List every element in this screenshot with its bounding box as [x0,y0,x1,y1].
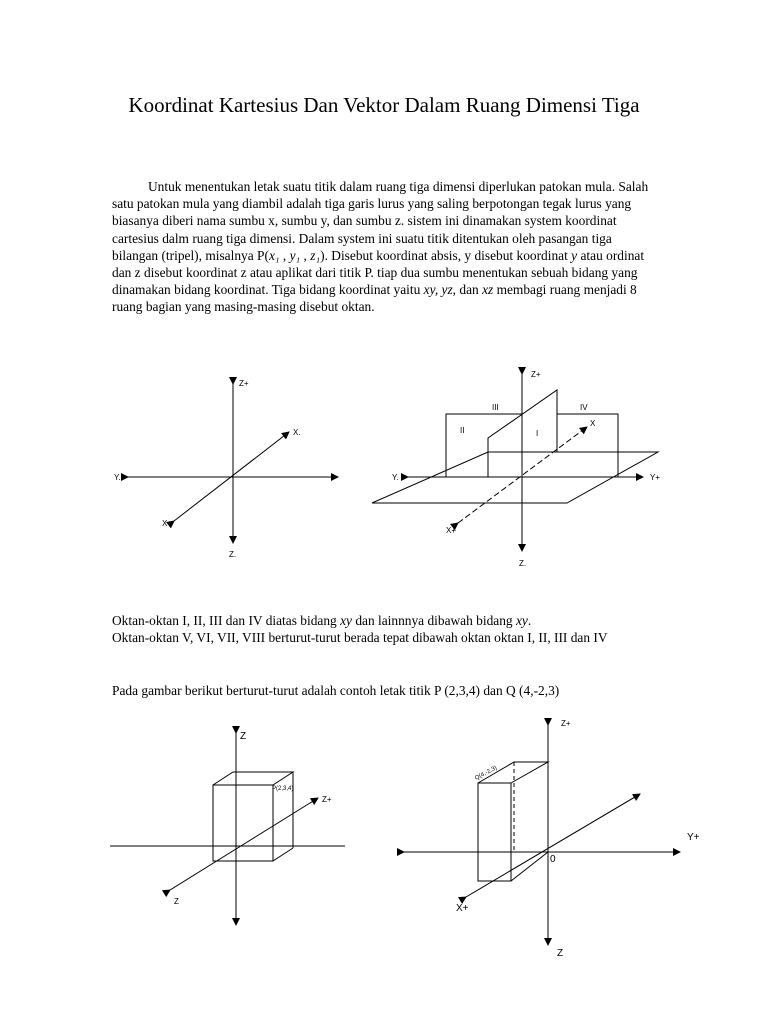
label-z-pos: Z+ [239,379,249,388]
xz-plane-right [557,414,618,477]
label-z-pos: Z+ [561,719,571,728]
label-x-pos: X+ [456,903,469,914]
example-paragraph: Pada gambar berikut berturut-turut adalah contoh letak titik P (2,3,4) dan Q (4,-2,3) [112,683,560,698]
label-z-bottom: Z [557,948,564,959]
figure-point-p [110,731,345,925]
octant-text-3: . [527,613,532,628]
octant-label-3: III [492,403,499,412]
label-x-neg: X+ [446,526,457,535]
label-y-pos: Y+ [650,473,661,482]
intro-text-1: Untuk menentukan letak suatu titik dalam ruang tiga dimensi diperlukan patokan mula. Salah satu patokan mula yang diambil adalah tiga garis lurus yang saling berpotongan tegak lurus yang biasanya diberi nama sumbu x, sumbu y, dan sumbu z. sistem ini dinamakan system koordinat cartesius dalm ruang tiga dimensi. Dalam system ini suatu titik ditentukan oleh pasangan tiga bilangan (tripel), misalnya P( [112,179,649,263]
octant-label-1: I [536,429,539,438]
coord-separator-2: , [300,247,311,263]
x-axis [170,798,318,890]
label-z-top: Z [240,731,247,742]
intro-text-5: membagi ruang menjadi 8 ruang bagian yang masing-masing disebut oktan. [112,282,637,315]
box-bottom-edge [273,848,293,861]
point-q-label: Q(4,-2,3) [474,765,499,782]
intro-text-2: ). Disebut koordinat absis, y disebut koordinat [320,247,572,263]
octant-label-2: II [460,426,465,435]
label-x-neg: X+ [162,519,173,528]
label-z-neg: Z. [229,550,237,559]
label-y-neg: Y. [392,473,399,482]
label-y-pos: Y+ [687,832,700,843]
box-front-face [478,783,511,881]
figure-octants [372,370,660,568]
coord-separator-1: , [279,247,290,263]
box-front-face [213,785,273,861]
italic-xy-2: xy [515,613,528,628]
xz-plane-left [446,414,522,477]
italic-xz: xz [482,282,494,298]
coord-y1: y₁ [289,247,301,263]
octant-text-1: Oktan-oktan I, II, III dan IV diatas bidang [112,613,341,628]
label-y-neg: Y. [114,473,121,482]
italic-xy-1: xy [340,613,352,628]
label-x-pos: X [590,419,596,428]
label-origin: 0 [550,854,556,865]
label-z-neg: Z. [519,559,527,568]
point-p-label: P(2,3,4) [272,786,294,792]
page-title: Koordinat Kartesius Dan Vektor Dalam Ruang Dimensi Tiga [128,93,640,117]
label-z-pos: Z+ [531,370,541,379]
octant-text-2: dan lainnnya dibawah bidang [351,613,516,628]
label-z-bottom: Z [174,897,179,906]
box-top-face [213,772,293,785]
italic-planes: xy, yz, [423,282,457,298]
coord-x1: x₁ [268,247,280,263]
intro-text-4: dan [456,282,483,298]
intro-text-3: atau ordinat dan z disebut koordinat z atau aplikat dari titik P. tiap dua sumbu menentukan sebuah bidang yang dinamakan bidang koordinat. Tiga bidang koordinat yaitu [112,247,645,298]
italic-y: y [571,247,578,263]
label-z-pos: Z+ [322,795,332,804]
octant-text-line2: Oktan-oktan V, VI, VII, VIII berturut-turut berada tepat dibawah oktan oktan I, II, III dan IV [112,630,608,646]
label-x-pos: X. [293,428,301,437]
octant-paragraph [112,612,660,646]
figure-point-q [404,719,700,959]
octant-label-4: IV [580,403,588,412]
figure-axes-basic [114,379,338,559]
coord-z1: z₁ [310,247,321,263]
x-axis [466,794,640,897]
